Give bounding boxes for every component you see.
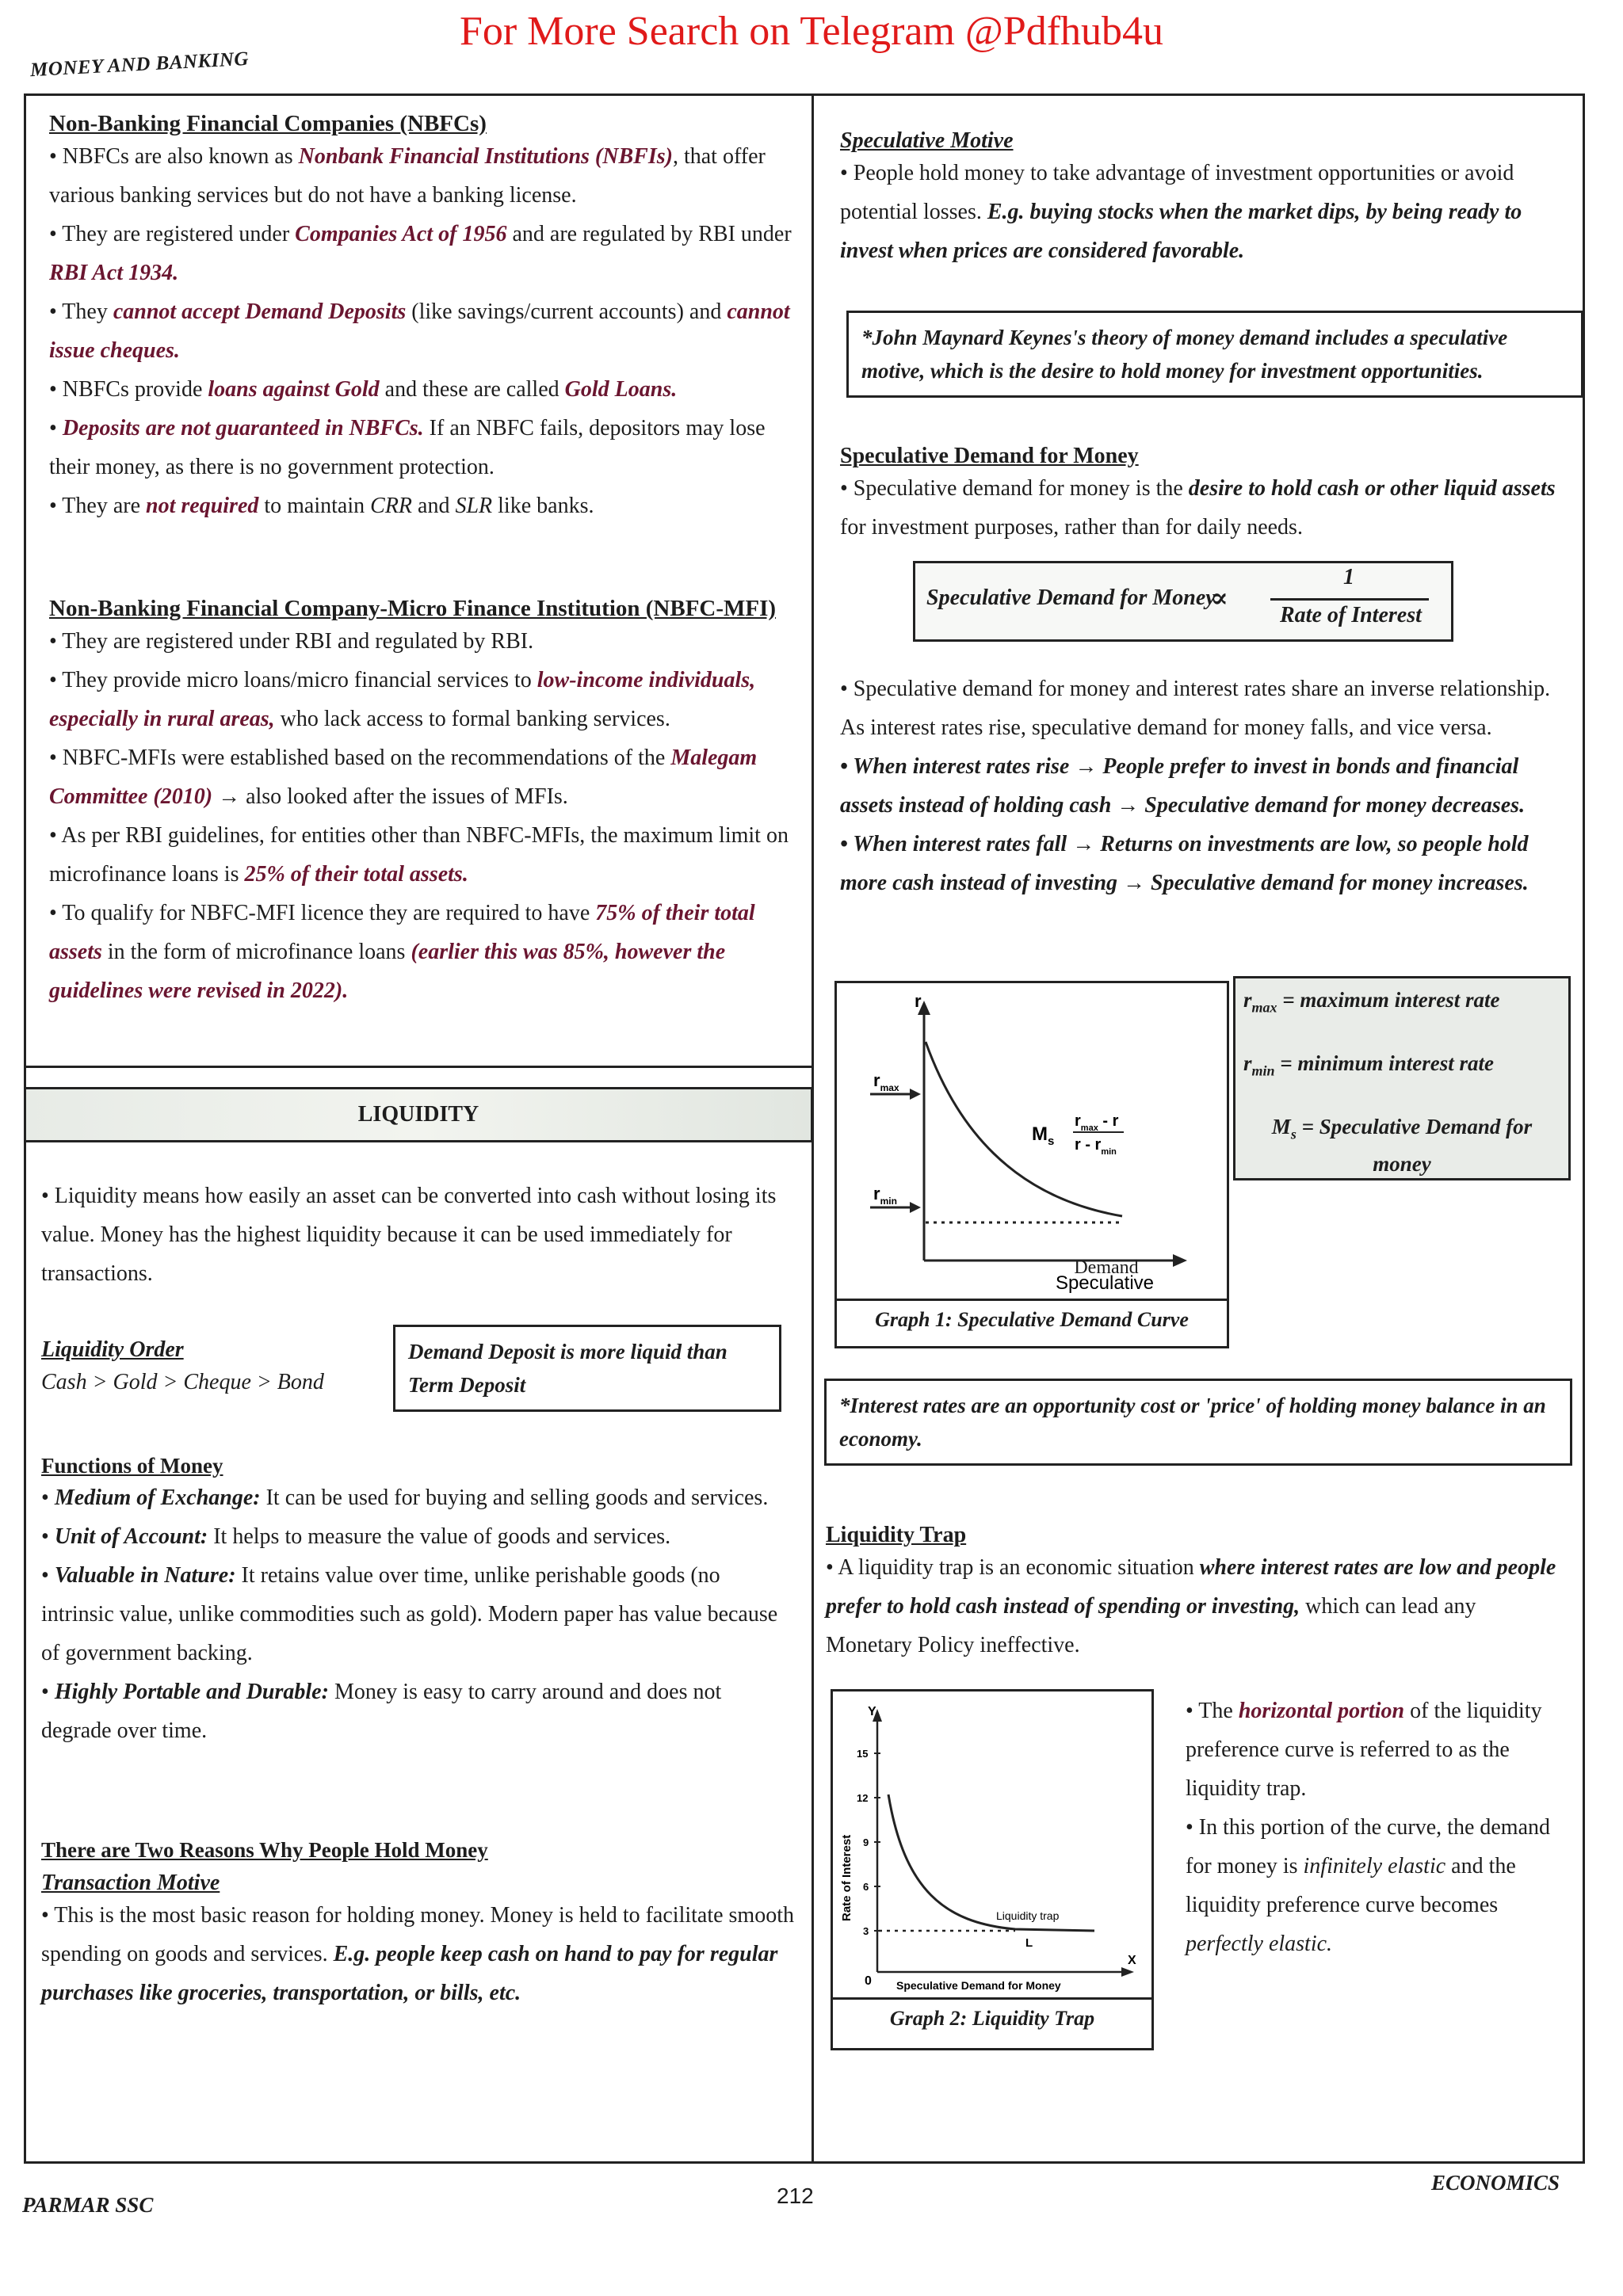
graph2-tick-12: 12 — [857, 1792, 869, 1804]
graph1-frac-num: $r_{max}$ - r — [1075, 1112, 1119, 1133]
nbfc-point-1: • NBFCs are also known as Nonbank Financial Institutions (NBFIs), that offer various banking services but do not have a banking license. — [49, 144, 766, 208]
graph1-x-label-2: Demand — [1074, 1257, 1139, 1278]
liquidity-section — [41, 1177, 794, 1293]
function-1: • Medium of Exchange: It can be used for buying and selling goods and services. — [41, 1486, 769, 1510]
chapter-header: MONEY AND BANKING — [29, 48, 250, 82]
footer-right: ECONOMICS — [1431, 2171, 1560, 2195]
graph2-liquidity-curve — [888, 1794, 1094, 1931]
demand-deposit-box: Demand Deposit is more liquid than Term Deposit — [393, 1325, 781, 1412]
graph1-frac-den: r - $r_{min}$ — [1075, 1136, 1117, 1157]
footer-left: PARMAR SSC — [22, 2193, 154, 2217]
graph1-caption: Graph 1: Speculative Demand Curve — [875, 1308, 1189, 1331]
liquidity-trap-text: • A liquidity trap is an economic situation where interest rates are low and people prefer to hold cash instead of spending or investing, which can lead any Monetary Policy ineffective. — [826, 1555, 1556, 1657]
nbfc-mfi-section — [49, 596, 794, 1010]
trap-note-1: • The horizontal portion of the liquidity preference curve is referred to as the liquidity trap. — [1186, 1699, 1542, 1801]
liquidity-trap-title: Liquidity Trap — [826, 1523, 967, 1547]
graph1-rmin-label: $r_{min}$ — [873, 1184, 897, 1207]
inverse-relationship-text: • Speculative demand for money and interest rates share an inverse relationship. As interest rates rise, speculative demand for money falls, and vice versa. — [840, 677, 1551, 740]
graph2-y-letter: Y — [868, 1705, 876, 1718]
formula-lhs: Speculative Demand for Money — [926, 585, 1216, 610]
graph1-ms-label: $M_s$ — [1032, 1123, 1055, 1148]
inverse-relationship-section — [840, 669, 1565, 902]
graph1-caption-divider — [837, 1299, 1227, 1301]
graph1-legend — [1233, 976, 1571, 1180]
legend-rmin: $r_{min}$ = minimum interest rate — [1243, 1051, 1494, 1079]
mfi-point-2: • They provide micro loans/micro financial services to low-income individuals, especially in rural areas, who lack access to formal banking services. — [49, 668, 756, 731]
graph2-svg — [833, 1691, 1151, 1993]
graph2-x-letter: X — [1128, 1954, 1136, 1967]
legend-rmax: $r_{max}$ = maximum interest rate — [1243, 988, 1500, 1016]
page-frame-right — [1583, 93, 1585, 2161]
nbfc-point-5: • Deposits are not guaranteed in NBFCs. If an NBFC fails, depositors may lose their money, as there is no government protection. — [49, 416, 766, 479]
graph2-tick-15: 15 — [857, 1748, 869, 1760]
functions-title: Functions of Money — [41, 1454, 223, 1478]
mfi-point-1: • They are registered under RBI and regulated by RBI. — [49, 629, 534, 654]
function-3: • Valuable in Nature: It retains value over time, unlike perishable goods (no intrinsic value, unlike commodities such as gold). Modern paper has value because of government backing. — [41, 1563, 778, 1665]
rates-fall-text: • When interest rates fall → Returns on investments are low, so people hold more cash instead of investing → Speculative demand for money increases. — [840, 832, 1529, 895]
graph1-box — [834, 981, 1229, 1348]
nbfc-section — [49, 111, 794, 525]
telegram-banner: For More Search on Telegram @Pdfhub4u — [459, 9, 1164, 54]
liquidity-trap-section — [826, 1523, 1563, 1665]
graph2-x-arrow — [1121, 1967, 1134, 1977]
reasons-title: There are Two Reasons Why People Hold Money — [41, 1838, 488, 1862]
trap-note-2: • In this portion of the curve, the demand for money is infinitely elastic and the liquidity preference curve becomes perfectly elastic. — [1186, 1815, 1551, 1956]
transaction-motive-text: • This is the most basic reason for holding money. Money is held to facilitate smooth spending on goods and services. E.g. people keep cash on hand to pay for regular purchases like groceries, transportation, or bills, etc. — [41, 1903, 794, 2005]
function-2: • Unit of Account: It helps to measure the value of goods and services. — [41, 1524, 671, 1549]
graph1-y-label: r — [915, 991, 922, 1011]
liquidity-heading: LIQUIDITY — [24, 1087, 813, 1142]
graph1-rmax-arrowhead — [910, 1089, 921, 1100]
graph2-tick-6: 6 — [863, 1881, 869, 1893]
graph1-rmin-arrowhead — [910, 1202, 921, 1213]
nbfc-point-4: • NBFCs provide loans against Gold and these are called Gold Loans. — [49, 377, 678, 402]
transaction-motive-title: Transaction Motive — [41, 1871, 220, 1895]
graph2-caption: Graph 2: Liquidity Trap — [889, 2007, 1095, 2030]
graph2-trap-label: Liquidity trap — [996, 1909, 1060, 1922]
liquidity-trap-notes — [1186, 1691, 1566, 1963]
graph2-tick-3: 3 — [863, 1925, 869, 1937]
speculative-demand-text: • Speculative demand for money is the desire to hold cash or other liquid assets for investment purposes, rather than for daily needs. — [840, 476, 1556, 540]
graph1-svg — [837, 983, 1227, 1300]
graph1-x-arrow — [1173, 1254, 1187, 1267]
legend-ms: $M_s$ = Speculative Demand for money — [1271, 1115, 1533, 1177]
nbfc-point-3: • They cannot accept Demand Deposits (like savings/current accounts) and cannot issue cheques. — [49, 299, 790, 363]
formula-proportional: ∝ — [1210, 584, 1228, 613]
formula-denominator: Rate of Interest — [1280, 603, 1422, 627]
graph1-x-label-1: Speculative — [1055, 1272, 1155, 1294]
page-frame-top — [24, 93, 1585, 96]
graph2-origin: 0 — [865, 1974, 872, 1988]
liquidity-order-title: Liquidity Order — [41, 1337, 184, 1362]
formula-numerator: 1 — [1343, 565, 1354, 589]
speculative-formula-box — [913, 561, 1453, 642]
liquidity-order-text: Cash > Gold > Cheque > Bond — [41, 1370, 324, 1394]
graph2-l-label: L — [1025, 1936, 1033, 1950]
formula-fraction-bar — [1270, 598, 1429, 601]
graph2-tick-9: 9 — [863, 1836, 869, 1848]
reasons-section — [41, 1838, 794, 2012]
graph2-caption-divider — [833, 1997, 1151, 2000]
graph1-rmax-label: $r_{max}$ — [873, 1070, 899, 1093]
nbfc-point-2: • They are registered under Companies Act of 1956 and are regulated by RBI under RBI Act 1934. — [49, 222, 792, 285]
speculative-motive-title: Speculative Motive — [840, 128, 1014, 153]
graph2-x-axis-label: Speculative Demand for Money — [896, 1979, 1061, 1992]
keynes-box: *John Maynard Keynes's theory of money demand includes a speculative motive, which is the desire to hold money for investment opportunities. — [846, 311, 1583, 398]
speculative-demand-section — [840, 444, 1565, 547]
functions-section — [41, 1454, 794, 1750]
footer-rule — [24, 2161, 1585, 2164]
nbfc-title: Non-Banking Financial Companies (NBFCs) — [49, 111, 487, 136]
left-section-divider — [24, 1066, 813, 1068]
speculative-motive-section — [840, 128, 1565, 270]
nbfc-point-6: • They are not required to maintain CRR and SLR like banks. — [49, 494, 594, 518]
function-4: • Highly Portable and Durable: Money is easy to carry around and does not degrade over time. — [41, 1680, 722, 1743]
mfi-point-3: • NBFC-MFIs were established based on the recommendations of the Malegam Committee (2010) → also looked after the issues of MFIs. — [49, 746, 758, 809]
mfi-point-4: • As per RBI guidelines, for entities other than NBFC-MFIs, the maximum limit on microfinance loans is 25% of their total assets. — [49, 823, 789, 887]
mfi-title: Non-Banking Financial Company-Micro Finance Institution (NBFC-MFI) — [49, 596, 777, 621]
speculative-demand-title: Speculative Demand for Money — [840, 444, 1139, 468]
opportunity-cost-box: *Interest rates are an opportunity cost or 'price' of holding money balance in an economy. — [824, 1379, 1572, 1466]
graph2-box — [831, 1689, 1154, 2050]
liquidity-definition: • Liquidity means how easily an asset can be converted into cash without losing its value. Money has the highest liquidity because it can be used immediately for transactions. — [41, 1184, 777, 1286]
graph2-y-axis-label: Rate of Interest — [840, 1834, 854, 1921]
mfi-point-5: • To qualify for NBFC-MFI licence they are required to have 75% of their total assets in the form of microfinance loans (earlier this was 85%, however the guidelines were revised in 2022). — [49, 901, 755, 1003]
page-number: 212 — [777, 2183, 814, 2208]
rates-rise-text: • When interest rates rise → People prefer to invest in bonds and financial assets instead of holding cash → Speculative demand for money decreases. — [840, 754, 1526, 818]
liquidity-order — [41, 1337, 374, 1402]
speculative-motive-text: • People hold money to take advantage of investment opportunities or avoid potential losses. E.g. buying stocks when the market dips, by being ready to invest when prices are considered favorable. — [840, 161, 1522, 263]
